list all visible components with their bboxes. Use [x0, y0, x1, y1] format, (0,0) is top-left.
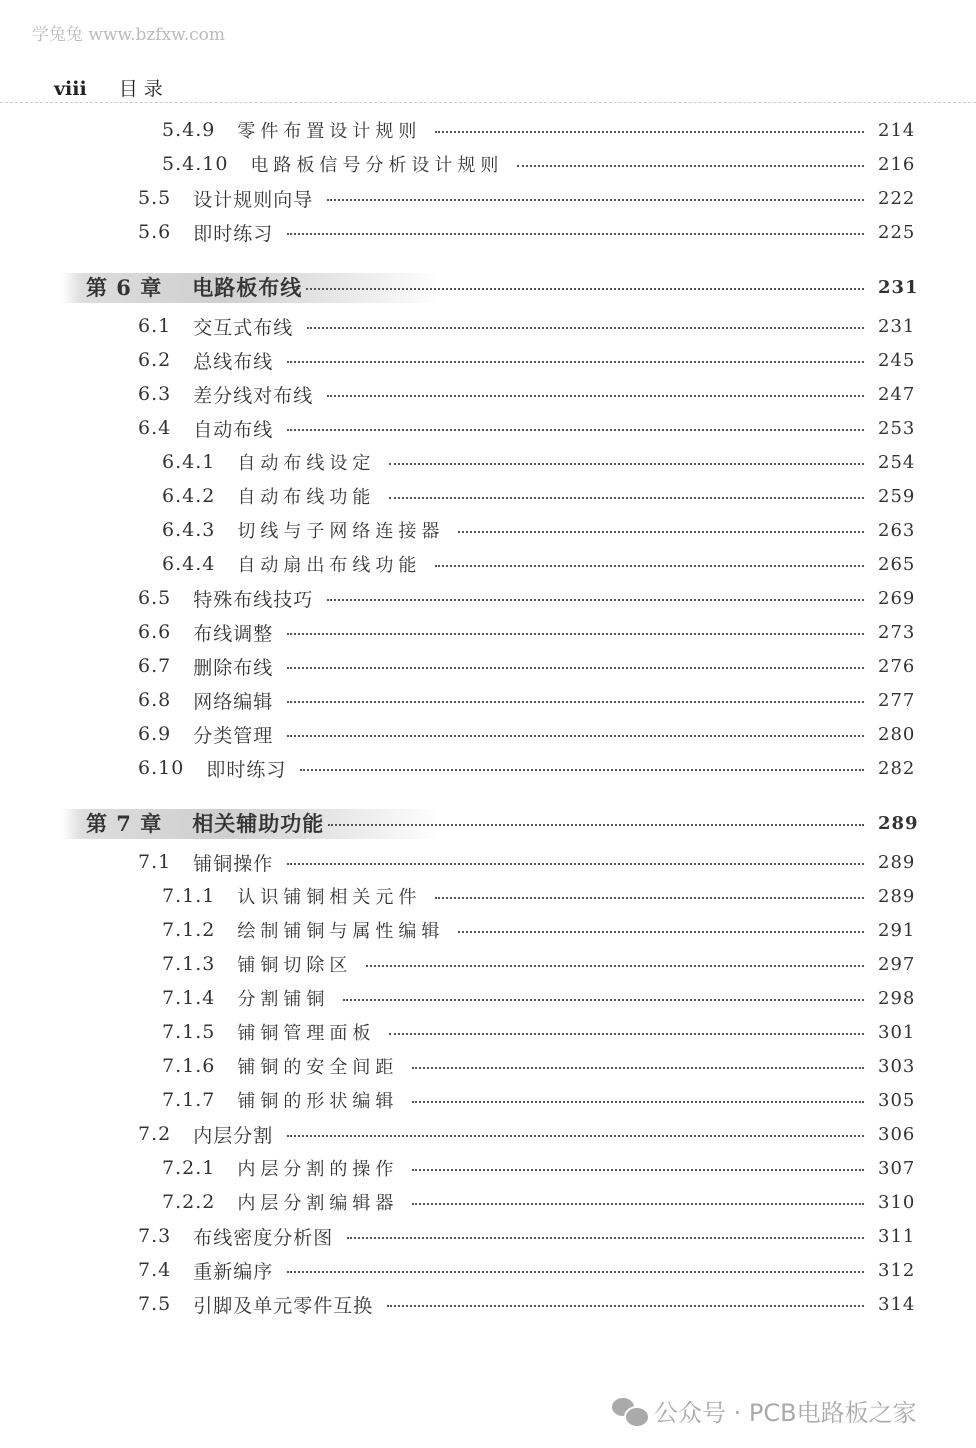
- dot-leader: [287, 863, 864, 865]
- entry-page: 311: [878, 1225, 916, 1247]
- entry-title: 自动布线功能: [237, 487, 376, 508]
- entry-title: 布线调整: [193, 622, 274, 645]
- entry-title: 网络编辑: [193, 690, 274, 713]
- dot-leader: [287, 667, 864, 669]
- entry-number: 6.2: [138, 349, 172, 371]
- watermark-top: 学兔兔 www.bzfxw.com: [32, 25, 225, 45]
- entry-title: 电路板信号分析设计规则: [250, 155, 504, 176]
- entry-title: 特殊布线技巧: [193, 588, 314, 611]
- running-head: [54, 74, 163, 101]
- entry-title: 引脚及单元零件互换: [193, 1294, 374, 1317]
- entry-title: 分类管理: [193, 724, 274, 747]
- toc-entry: [0, 309, 976, 343]
- entry-page: 276: [878, 655, 916, 677]
- dot-leader: [306, 288, 864, 290]
- entry-page: 222: [878, 187, 916, 209]
- toc-entry: [0, 215, 976, 249]
- entry-number: 7.1.2: [162, 919, 216, 941]
- entry-number: 7.1.7: [162, 1089, 216, 1111]
- watermark-bottom: [612, 1393, 917, 1428]
- dot-leader: [328, 824, 864, 826]
- entry-title: 零件布置设计规则: [237, 121, 422, 142]
- entry-page: 289: [878, 885, 916, 907]
- entry-title: 即时练习: [206, 758, 287, 781]
- dot-leader: [366, 965, 864, 967]
- entry-number: 7.1.4: [162, 987, 216, 1009]
- toc-entry: [0, 377, 976, 411]
- entry-title: 相关辅助功能: [192, 811, 325, 836]
- entry-page: 231: [878, 276, 919, 298]
- entry-number: 7.1.3: [162, 953, 216, 975]
- entry-title: 绘制铺铜与属性编辑: [237, 921, 445, 942]
- entry-number: 6.10: [138, 757, 185, 779]
- dot-leader: [389, 497, 864, 499]
- dot-leader: [343, 999, 864, 1001]
- toc-entry: [0, 1083, 976, 1117]
- entry-title: 即时练习: [193, 222, 274, 245]
- toc-entry: [0, 1015, 976, 1049]
- entry-page: 297: [878, 953, 916, 975]
- entry-page: 225: [878, 221, 916, 243]
- entry-title: 交互式布线: [193, 316, 294, 339]
- dot-leader: [287, 1135, 864, 1137]
- entry-page: 291: [878, 919, 916, 941]
- entry-number: 6.4: [138, 417, 172, 439]
- entry-page: 280: [878, 723, 916, 745]
- entry-title: 铺铜的安全间距: [237, 1057, 399, 1078]
- entry-number: 7.4: [138, 1259, 172, 1281]
- dot-leader: [389, 1033, 864, 1035]
- dot-leader: [458, 531, 864, 533]
- entry-number: 7.2.1: [162, 1157, 216, 1179]
- dot-leader: [412, 1101, 864, 1103]
- entry-title: 铺铜切除区: [237, 955, 353, 976]
- entry-page: 312: [878, 1259, 916, 1281]
- entry-title: 铺铜管理面板: [237, 1023, 376, 1044]
- toc-entry: [0, 411, 976, 445]
- dot-leader: [458, 931, 864, 933]
- entry-number: 7.3: [138, 1225, 172, 1247]
- wechat-icon: [612, 1398, 646, 1424]
- entry-title: 铺铜的形状编辑: [237, 1091, 399, 1112]
- dot-leader: [387, 1305, 864, 1307]
- entry-page: 298: [878, 987, 916, 1009]
- entry-title: 切线与子网络连接器: [237, 521, 445, 542]
- table-of-contents: [0, 113, 976, 1321]
- dot-leader: [307, 327, 864, 329]
- entry-page: 303: [878, 1055, 916, 1077]
- entry-page: 307: [878, 1157, 916, 1179]
- dot-leader: [412, 1169, 864, 1171]
- toc-entry: [0, 845, 976, 879]
- dot-leader: [287, 633, 864, 635]
- entry-page: 214: [878, 119, 916, 141]
- entry-number: 6.6: [138, 621, 172, 643]
- dot-leader: [517, 165, 864, 167]
- dot-leader: [435, 897, 864, 899]
- entry-title: 内层分割的操作: [237, 1159, 399, 1180]
- entry-number: 第 6 章: [86, 275, 163, 300]
- toc-entry: [0, 1253, 976, 1287]
- entry-page: 259: [878, 485, 916, 507]
- toc-entry: [0, 147, 976, 181]
- dot-leader: [327, 199, 864, 201]
- entry-number: 6.8: [138, 689, 172, 711]
- entry-page: 282: [878, 757, 916, 779]
- page-number: viii: [54, 78, 87, 100]
- entry-number: 6.9: [138, 723, 172, 745]
- toc-entry: [0, 547, 976, 581]
- entry-title: 自动布线设定: [237, 453, 376, 474]
- toc-entry: [0, 649, 976, 683]
- toc-entry: [0, 1219, 976, 1253]
- entry-page: 247: [878, 383, 916, 405]
- toc-entry: [0, 615, 976, 649]
- toc-entry: [0, 981, 976, 1015]
- toc-entry: [0, 1151, 976, 1185]
- entry-number: 6.5: [138, 587, 172, 609]
- entry-title: 电路板布线: [192, 275, 303, 300]
- dot-leader: [412, 1203, 864, 1205]
- toc-entry: [0, 1117, 976, 1151]
- dot-leader: [347, 1237, 864, 1239]
- entry-title: 总线布线: [193, 350, 274, 373]
- toc-chapter: [0, 803, 976, 843]
- entry-title: 分割铺铜: [237, 989, 330, 1010]
- entry-title: 设计规则向导: [193, 188, 314, 211]
- entry-page: 269: [878, 587, 916, 609]
- entry-title: 删除布线: [193, 656, 274, 679]
- dot-leader: [287, 233, 864, 235]
- entry-title: 重新编序: [193, 1260, 274, 1283]
- entry-number: 7.2.2: [162, 1191, 216, 1213]
- entry-number: 7.1.5: [162, 1021, 216, 1043]
- entry-number: 7.1: [138, 851, 172, 873]
- entry-title: 布线密度分析图: [193, 1226, 334, 1249]
- toc-entry: [0, 1185, 976, 1219]
- dot-leader: [287, 429, 864, 431]
- toc-entry: [0, 1049, 976, 1083]
- entry-number: 7.1.6: [162, 1055, 216, 1077]
- toc-entry: [0, 879, 976, 913]
- dot-leader: [300, 769, 864, 771]
- entry-number: 6.4.2: [162, 485, 216, 507]
- header-divider: [0, 102, 976, 103]
- toc-entry: [0, 947, 976, 981]
- toc-entry: [0, 913, 976, 947]
- toc-entry: [0, 181, 976, 215]
- toc-entry: [0, 751, 976, 785]
- entry-number: 7.1.1: [162, 885, 216, 907]
- entry-number: 5.5: [138, 187, 172, 209]
- dot-leader: [287, 735, 864, 737]
- entry-page: 306: [878, 1123, 916, 1145]
- entry-title: 内层分割: [193, 1124, 274, 1147]
- toc-chapter: [0, 267, 976, 307]
- entry-number: 5.4.10: [162, 153, 229, 175]
- dot-leader: [389, 463, 864, 465]
- dot-leader: [327, 395, 864, 397]
- entry-number: 6.4.4: [162, 553, 216, 575]
- entry-number: 第 7 章: [86, 811, 163, 836]
- watermark-text: 公众号 · PCB电路板之家: [654, 1399, 917, 1427]
- entry-title: 铺铜操作: [193, 852, 274, 875]
- entry-page: 289: [878, 851, 916, 873]
- dot-leader: [287, 701, 864, 703]
- toc-entry: [0, 113, 976, 147]
- entry-number: 6.4.1: [162, 451, 216, 473]
- entry-page: 216: [878, 153, 916, 175]
- entry-number: 5.4.9: [162, 119, 216, 141]
- dot-leader: [435, 565, 864, 567]
- entry-page: 265: [878, 553, 916, 575]
- entry-title: 内层分割编辑器: [237, 1193, 399, 1214]
- entry-page: 301: [878, 1021, 916, 1043]
- entry-number: 6.7: [138, 655, 172, 677]
- entry-page: 314: [878, 1293, 916, 1315]
- entry-number: 6.3: [138, 383, 172, 405]
- entry-page: 310: [878, 1191, 916, 1213]
- dot-leader: [287, 361, 864, 363]
- toc-entry: [0, 581, 976, 615]
- entry-page: 277: [878, 689, 916, 711]
- toc-entry: [0, 445, 976, 479]
- entry-title: 认识铺铜相关元件: [237, 887, 422, 908]
- toc-entry: [0, 479, 976, 513]
- entry-page: 254: [878, 451, 916, 473]
- entry-page: 263: [878, 519, 916, 541]
- entry-page: 289: [878, 812, 919, 834]
- dot-leader: [287, 1271, 864, 1273]
- toc-entry: [0, 343, 976, 377]
- entry-page: 253: [878, 417, 916, 439]
- entry-number: 5.6: [138, 221, 172, 243]
- entry-page: 273: [878, 621, 916, 643]
- entry-title: 自动扇出布线功能: [237, 555, 422, 576]
- entry-title: 自动布线: [193, 418, 274, 441]
- dot-leader: [435, 131, 864, 133]
- toc-entry: [0, 683, 976, 717]
- entry-number: 6.1: [138, 315, 172, 337]
- entry-title: 差分线对布线: [193, 384, 314, 407]
- entry-number: 6.4.3: [162, 519, 216, 541]
- entry-page: 305: [878, 1089, 916, 1111]
- toc-entry: [0, 513, 976, 547]
- entry-number: 7.2: [138, 1123, 172, 1145]
- entry-page: 231: [878, 315, 916, 337]
- entry-page: 245: [878, 349, 916, 371]
- dot-leader: [412, 1067, 864, 1069]
- dot-leader: [327, 599, 864, 601]
- entry-number: 7.5: [138, 1293, 172, 1315]
- toc-entry: [0, 717, 976, 751]
- toc-entry: [0, 1287, 976, 1321]
- running-title: 目 录: [118, 78, 163, 100]
